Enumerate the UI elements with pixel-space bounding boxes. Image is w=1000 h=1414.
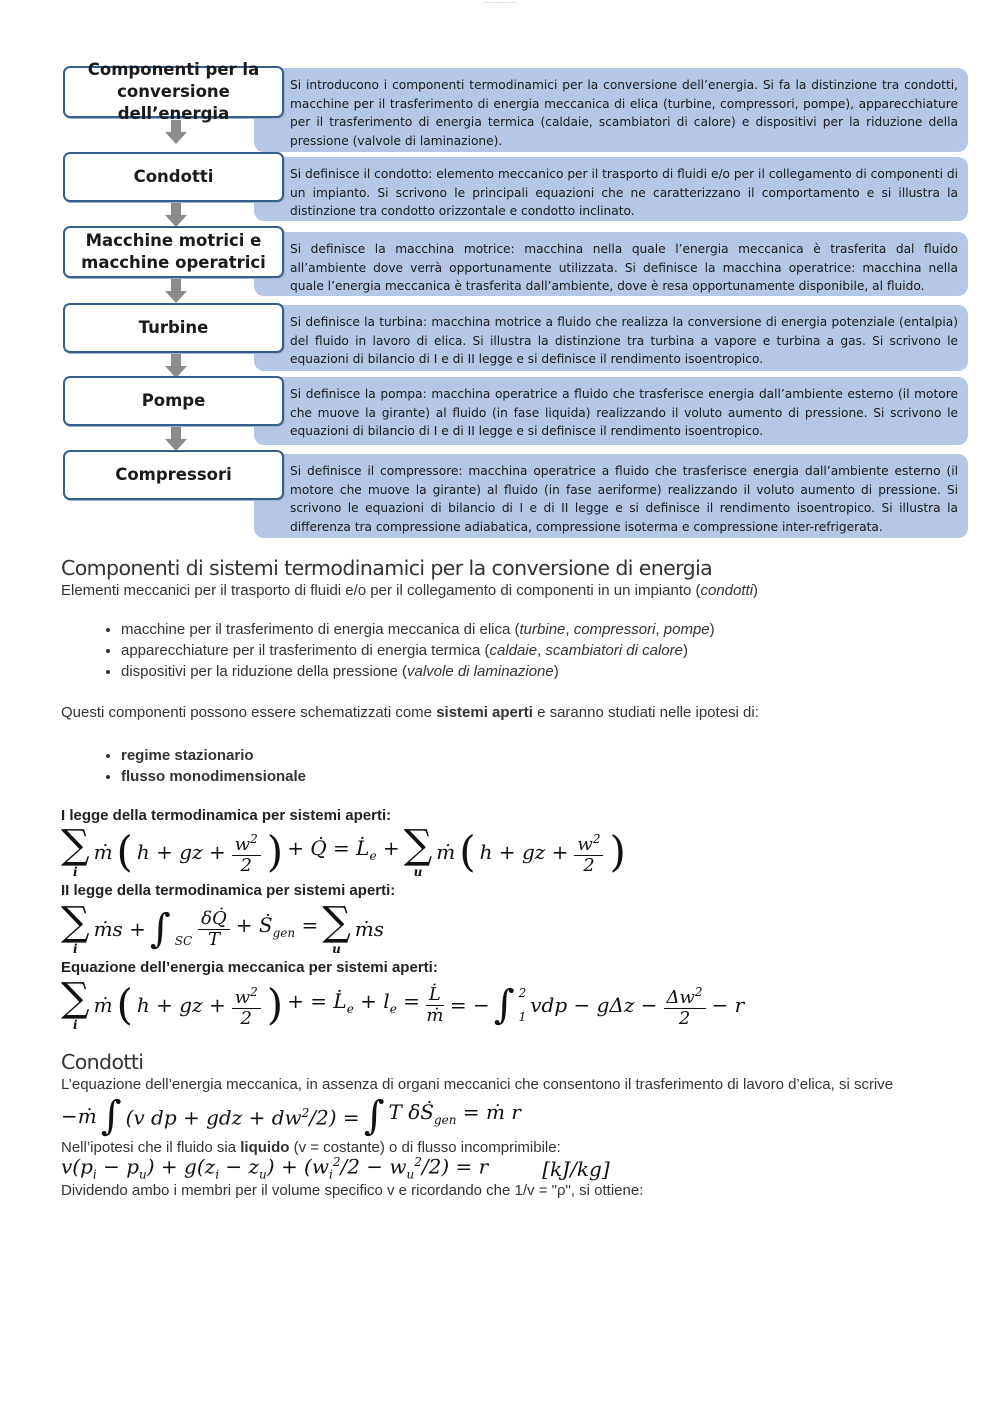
step-title-line: conversione dell’energia [117, 82, 230, 123]
list-item: • flusso monodimensionale [121, 766, 941, 787]
intro-paragraph: Elementi meccanici per il trasporto di fluidi e/o per il collegamento di componenti in un impianto (condotti) [61, 582, 759, 599]
list-item: • macchine per il trasferimento di energia meccanica di elica (turbine, compressori, pompe) [121, 619, 941, 640]
liquid-hypothesis-paragraph: Nell’ipotesi che il fluido sia liquido (v = costante) o di flusso incomprimibile: [61, 1139, 561, 1156]
unit-label: [kJ/kg] [542, 1156, 610, 1181]
step-desc-compressori: Si definisce il compressore: macchina operatrice a fluido che trasferisce energia dall’ambiente esterno (il motore che muove la girante) al fluido (in fase aeriforme) realizzando il voluto aumento di pressione. Si scrivono le equazioni di bilancio di I e di II legge e si definisce il rendimento isoentropico. Si illustra la differenza tra compressione adiabatica, compressione isoterma e compressione inter-refrigerata. [254, 454, 968, 538]
step-box-macchine [63, 226, 284, 278]
step-desc-condotti: Si definisce il condotto: elemento meccanico per il trasporto di fluidi e/o per il collegamento di componenti di un impianto. Si scrivono le principali equazioni che ne caratterizzano il comportamento e si illustra la distinzione tra condotto orizzontale e condotto inclinato. [254, 157, 968, 221]
step-desc-macchine: Si definisce la macchina motrice: macchina nella quale l’energia meccanica è trasferita dal fluido all’ambiente dove verrà opportunamente utilizzata. Si definisce la macchina operatrice: macchina nella quale l’energia meccanica è trasferita dall’ambiente, dove è resa opportunamente disponibile, al fluido. [254, 232, 968, 296]
second-law-equation: ∑ i ṁs + ∫ $_{SC}$ $\frac{\delta Q̇}{T}$ + Ṡ$_{gen}$ = ∑ u ṁs [61, 899, 385, 956]
condotti-equation: −ṁ ∫ (v dp + gdz + $dw^2/2$) = ∫ T δṠ$_{gen}$ = ṁ r [61, 1093, 521, 1139]
step-box-condotti [63, 152, 284, 202]
section-title: Condotti [61, 1050, 144, 1074]
section-title: Componenti di sistemi termodinamici per la conversione di energia [61, 556, 713, 580]
step-title-line: macchine operatrici [81, 253, 266, 272]
step-title-line: Componenti per la [87, 60, 260, 79]
condotti-paragraph: L’equazione dell’energia meccanica, in assenza di organi meccanici che consentono il trasferimento di lavoro d’elica, si scrive [61, 1076, 894, 1093]
bernoulli-equation: $v(p_i - p_u) + g(z_i - z_u) + (w_i^2/2 - w_u^2/2) = r$ [kJ/kg] [61, 1154, 610, 1182]
step-title-line: Pompe [141, 391, 206, 410]
step-desc-pompe: Si definisce la pompa: macchina operatrice a fluido che trasferisce energia dall’ambiente esterno (il motore che muove la girante) al fluido (in fase liquida) realizzando il voluto aumento di pressione. Si scrivono le equazioni di bilancio di I e di II legge e si definisce il rendimento isoentropico. [254, 377, 968, 445]
step-title-line: Condotti [133, 167, 214, 186]
hypothesis-list [61, 745, 941, 787]
step-desc-componenti: Si introducono i componenti termodinamici per la conversione dell’energia. Si fa la distinzione tra condotti, macchine per il trasferimento di energia meccanica di elica (turbine, compressori, pompe), apparecchiature per il trasferimento di energia termica (caldaie, scambiatori di calore) e dispositivi per la riduzione della pressione (valvole di laminazione). [254, 68, 968, 152]
step-box-compressori [63, 450, 284, 500]
list-item: • regime stazionario [121, 745, 941, 766]
density-paragraph: Dividendo ambo i membri per il volume specifico v e ricordando che 1/v = "ρ", si ottiene: [61, 1182, 644, 1199]
open-systems-paragraph: Questi componenti possono essere schematizzati come sistemi aperti e saranno studiati nelle ipotesi di: [61, 704, 759, 721]
step-box-turbine [63, 303, 284, 353]
main-content [61, 555, 941, 1200]
first-law-equation: ∑ i ṁ ( h + gz + $\frac{w^2}{2}$ ) + Q̇ = $L̇_e$ + ∑ u ṁ ( h + gz + $\frac{w^2}{2}$ ) [61, 822, 626, 879]
header-mark: —— —— —— [483, 0, 517, 6]
flowchart-diagram [58, 62, 968, 540]
first-law-label: I legge della termodinamica per sistemi aperti: [61, 807, 392, 824]
step-title-line: Turbine [138, 318, 209, 337]
step-box-pompe [63, 376, 284, 426]
step-desc-turbine: Si definisce la turbina: macchina motrice a fluido che realizza la conversione di energia potenziale (entalpia) del fluido in lavoro di elica. Si illustra la distinzione tra turbina a vapore e turbina a gas. Si scrivono le equazioni di bilancio di I e di II legge e si definisce il rendimento isoentropico. [254, 305, 968, 371]
step-title-line: Compressori [115, 465, 232, 484]
list-item: • dispositivi per la riduzione della pressione (valvole di laminazione) [121, 661, 941, 682]
mechanical-energy-equation: ∑ i ṁ ( h + gz + $\frac{w^2}{2}$ ) + = $L̇_e + l_e$ = $\frac{L̇}{\text{ṁ}}$ = − ∫ 2 1 vdp − gΔz − $\frac{\Delta w^2}{2}$ − r [61, 975, 745, 1032]
step-box-componenti [63, 60, 284, 123]
component-list [61, 619, 941, 682]
down-arrow-icon [165, 279, 187, 305]
second-law-label: II legge della termodinamica per sistemi aperti: [61, 882, 396, 899]
step-title-line: Macchine motrici e [85, 231, 262, 250]
list-item: • apparecchiature per il trasferimento di energia termica (caldaie, scambiatori di calore) [121, 640, 941, 661]
mechanical-energy-label: Equazione dell’energia meccanica per sistemi aperti: [61, 959, 438, 976]
